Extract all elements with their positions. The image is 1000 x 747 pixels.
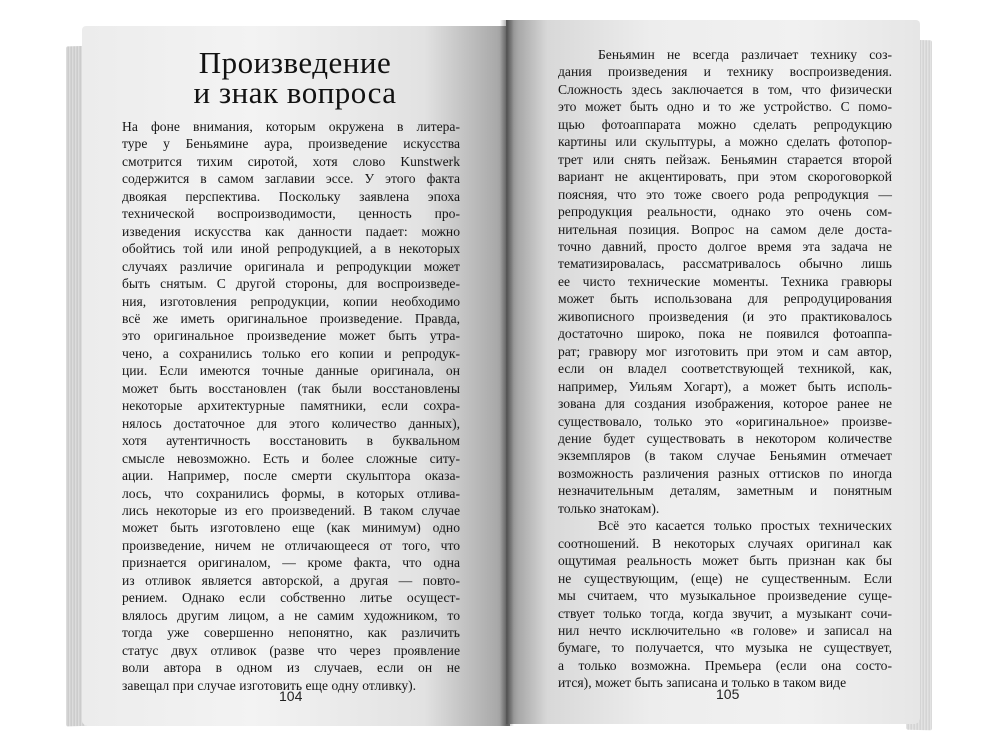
text-line: случаях различие оригинала и репродукции может xyxy=(122,258,460,274)
chapter-title-line: и знак вопроса xyxy=(193,75,397,110)
text-line: соотношений. В некоторых случаях оригинал как xyxy=(558,535,892,551)
text-line: из отливок является авторской, а другая — повто- xyxy=(122,572,460,588)
text-line: существовало, только это «оригинальное» произве- xyxy=(558,413,892,429)
text-line: нил нечто исключительно «в голове» и записал на xyxy=(558,622,892,638)
text-line: может быть использована для репродуцирования xyxy=(558,291,892,307)
text-line: экземпляров (в таком случае Беньямин отмечает xyxy=(558,448,892,464)
text-line: не существующим, (еще) не существенным. Если xyxy=(558,570,892,586)
text-line: например, Уильям Хогарт), а может быть исполь- xyxy=(558,378,892,394)
text-line: щью фотоаппарата можно сделать репродукцию xyxy=(558,116,892,132)
text-line: смысле невозможно. Есть и более сложные ситу- xyxy=(122,450,460,466)
text-line: только знатокам). xyxy=(558,500,660,516)
left-page-text xyxy=(122,118,460,694)
text-line: всё же иметь оригинальное произведение. Правда, xyxy=(122,310,460,326)
text-line: мы считаем, что музыкальное произведение суще- xyxy=(558,588,892,604)
right-page-text xyxy=(558,46,892,692)
text-line: ощутимая реальность может быть признан как бы xyxy=(558,553,892,569)
text-line: ния, изготовления репродукции, копии необходимо xyxy=(122,293,460,309)
text-line: признается оригиналом, — кроме факта, что одна xyxy=(122,555,460,571)
chapter-title xyxy=(130,45,460,110)
text-line: зована для создания изображения, которое ранее не xyxy=(558,396,892,412)
text-line: это оригинальное произведение может быть утра- xyxy=(122,328,460,344)
text-line: статус двух отливок (разве что через проявление xyxy=(122,642,460,658)
text-line: рением. Однако если собственно литье осущест- xyxy=(122,590,460,606)
text-line: Беньямин не всегда различает технику соз- xyxy=(598,47,892,62)
chapter-title-line: Произведение xyxy=(198,45,392,80)
text-line: чено, а сохранились только его копии и репродук- xyxy=(122,345,460,361)
text-line: смотрится тихим сиротой, хотя слово Kunstwerk xyxy=(122,153,460,169)
text-line: ции. Если имеются точные данные оригинала, он xyxy=(122,363,460,379)
text-line: незначительным деталям, заметным и понятным xyxy=(558,483,892,499)
text-line: двоякая перспектива. Поскольку заявлена эпоха xyxy=(122,188,460,204)
page-number-right: 105 xyxy=(716,686,740,702)
text-line: ится), может быть записана и только в таком виде xyxy=(558,675,847,691)
text-line: возможность различения разных оттисков по иногда xyxy=(558,465,892,481)
text-line: воли автора в одном из случаев, если он не xyxy=(122,660,460,676)
text-line: тогда уже совершенно непонятно, как различить xyxy=(122,625,460,641)
text-line: лось, что сохранились формы, в которых отлива- xyxy=(122,485,460,501)
text-line: Сложность здесь заключается в том, что физически xyxy=(558,81,892,97)
text-line: туре у Беньямине аура, произведение искусства xyxy=(122,136,460,152)
text-line: хотя аутентичность восстановить в буквальном xyxy=(122,433,460,449)
text-line: завещал при случае изготовить еще одну отливку). xyxy=(122,677,417,693)
text-line: картины или скульптуры, а можно сделать фотопор- xyxy=(558,134,892,150)
text-line: технической воспроизводимости, ценность про- xyxy=(122,206,460,222)
text-line: достаточно широко, пока не появился фотоаппа- xyxy=(558,326,892,342)
page-number-left: 104 xyxy=(279,688,303,704)
text-line: поясняя, что это тоже своего рода репродукция — xyxy=(558,186,892,202)
text-line: произведение, ничем не отличающееся от того, что xyxy=(122,537,460,553)
text-line: обойтись той или иной репродукцией, а в некоторых xyxy=(122,241,460,257)
text-line: тематизировалась, рассматривалось обычно лишь xyxy=(558,256,892,272)
text-line: Всё это касается только простых технических xyxy=(598,518,892,534)
text-line: может быть восстановлен (так были восстановлены xyxy=(122,380,460,396)
text-line: некоторые архитектурные памятники, если сохра- xyxy=(122,398,460,414)
book-gutter xyxy=(500,20,514,726)
text-line: репродукция реальности, однако это очень сом- xyxy=(558,204,892,220)
text-line: трет или снять пейзаж. Беньямин старается второй xyxy=(558,151,892,167)
text-line: изведения искусства как данности падает: можно xyxy=(122,223,460,239)
text-line: лись некоторые из его произведений. В таком случае xyxy=(122,502,460,518)
text-line: бумаге, то получается, что музыка не существует, xyxy=(558,640,892,656)
text-line: влялось другим лицом, а не самим художником, то xyxy=(122,607,460,623)
text-line: дания произведения и технику воспроизведения. xyxy=(558,64,892,80)
text-line: живописного произведения (и это практиковалось xyxy=(558,308,892,324)
text-line: ствует только тогда, когда звучит, а музыкант сочи- xyxy=(558,605,892,621)
text-line: рат; гравюру мог изготовить при этом и сам автор, xyxy=(558,343,892,359)
text-line: вариант не акцентировать, при этом скороговоркой xyxy=(558,169,892,185)
text-line: нялось достаточное для этого количество данных), xyxy=(122,415,460,431)
text-line: содержится в самом заглавии эссе. У этого факта xyxy=(122,171,460,187)
text-line: может быть изготовлено еще (как минимум) одно xyxy=(122,520,460,536)
text-line: точно давний, просто долгое время эта задача не xyxy=(558,238,892,254)
text-line: если он владел соответствующей техникой, как, xyxy=(558,361,892,377)
text-line: быть снятым. С другой стороны, для воспроизведе- xyxy=(122,276,460,292)
text-line: а только возможна. Премьера (если она состо- xyxy=(558,657,892,673)
text-line: нительная позиция. Вопрос на самом деле доста- xyxy=(558,221,892,237)
text-line: это может быть одно и то же устройство. С помо- xyxy=(558,99,892,115)
text-line: ации. Например, после смерти скульптора оказа- xyxy=(122,468,460,484)
text-line: ее чисто технические моменты. Техника гравюры xyxy=(558,273,892,289)
text-line: На фоне внимания, которым окружена в литера- xyxy=(122,119,460,134)
text-line: дение будет существовать в некотором количестве xyxy=(558,430,892,446)
